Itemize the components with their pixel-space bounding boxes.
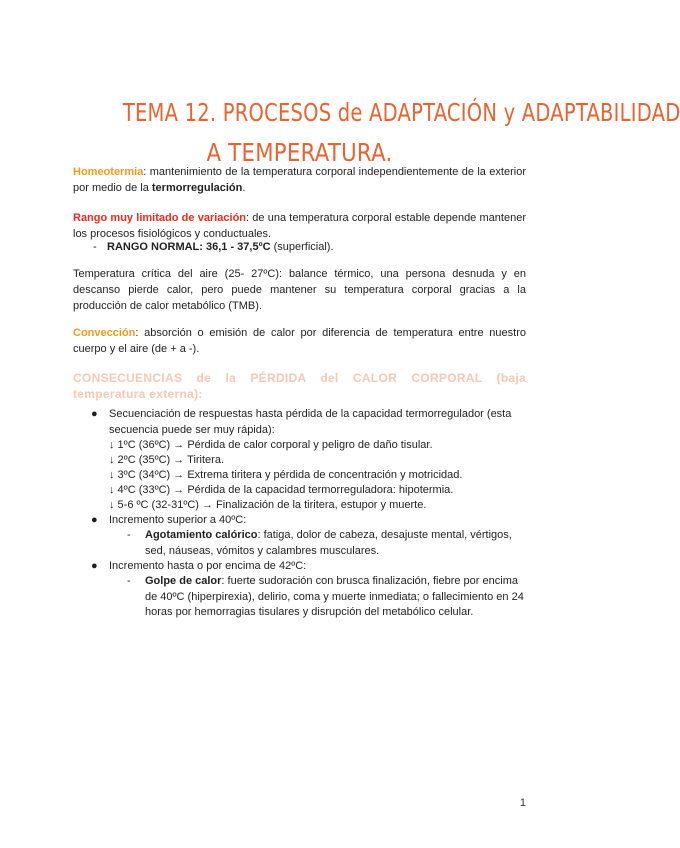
bullet-incremento-40-text: Incremento superior a 40ºC: [109,514,247,526]
step-1: ↓ 1ºC (36ºC) → Pérdida de calor corporal y peligro de daño tisular. [109,439,433,451]
rango-normal-rest: (superficial). [270,241,334,253]
homeotermia-term: Homeotermia [73,166,144,178]
bullet-incremento-42-text: Incremento hasta o por encima de 42ºC: [109,560,307,572]
rango-paragraph [73,210,526,242]
step-5: ↓ 5-6 ºC (32-31ºC) → Finalización de la tiritera, estupor y muerte. [109,499,427,511]
bullet-icon: ● [91,408,98,420]
agotamiento-item [127,528,527,559]
dash-marker: - [127,529,131,541]
bullet-icon: ● [91,514,98,526]
homeotermia-text: : mantenimiento de la temperatura corporal independientemente de la exterior por medio de la [73,166,526,194]
rango-normal-label: RANGO NORMAL: 36,1 - 37,5ºC [107,241,271,253]
bullet-icon: ● [91,560,98,572]
homeotermia-end: . [242,182,246,194]
golpe-calor-text: : fuerte sudoración con brusca finalización, fiebre por encima de 40ºC (hiperpirexia), delirio, coma y muerte inmediata; o fallecimiento en 24 horas por hemorragias tisulares y disrupción del metabólico celular. [145,575,524,618]
step-2: ↓ 2ºC (35ºC) → Tiritera. [109,454,225,466]
consecuencias-heading: CONSECUENCIAS de la PÉRDIDA del CALOR CORPORAL (baja temperatura externa): [73,371,526,401]
step-4: ↓ 4ºC (33ºC) → Pérdida de la capacidad termorreguladora: hipotermia. [109,484,454,496]
agotamiento-text-block [145,528,527,559]
page-number: 1 [519,797,526,809]
bullet-incremento-40 [91,513,523,529]
golpe-calor-term: Golpe de calor [145,575,222,587]
dash-marker: - [93,241,97,253]
agotamiento-text: : fatiga, dolor de cabeza, desajuste mental, vértigos, sed, náuseas, vómitos y calambres musculares. [145,529,512,557]
title-line-1: TEMA 12. PROCESOS de ADAPTACIÓN y ADAPTABILIDAD [122,97,680,127]
bullet-secuenciacion-text: Secuenciación de respuestas hasta pérdida de la capacidad termorregulador (esta secuencia puede ser muy rápida): [109,408,512,436]
homeotermia-paragraph [73,164,526,196]
conveccion-term: Convección [73,327,136,339]
page-title [73,93,680,173]
rango-normal-item [93,239,523,255]
temperatura-critica-paragraph: Temperatura crítica del aire (25- 27ºC): balance térmico, una persona desnuda y en descanso pierde calor, pero puede mantener su temperatura corporal gracias a la producción de calor metabólico (TMB). [73,268,526,312]
golpe-calor-text-block [145,574,527,621]
rango-term: Rango muy limitado de variación [73,212,247,224]
title-line-2: A TEMPERATURA. [206,137,393,167]
dash-marker: - [127,575,131,587]
step-3: ↓ 3ºC (34ºC) → Extrema tiritera y pérdida de concentración y motricidad. [109,469,463,481]
agotamiento-term: Agotamiento calórico [145,529,258,541]
bullet-secuenciacion [91,407,523,438]
conveccion-paragraph [73,325,526,357]
bullet-incremento-42 [91,559,523,575]
conveccion-text: : absorción o emisión de calor por diferencia de temperatura entre nuestro cuerpo y el aire (de + a -). [73,327,526,355]
golpe-calor-item [127,574,527,621]
termorregulacion-term: termorregulación [151,182,243,194]
rango-text: : de una temperatura corporal estable depende mantener los procesos fisiológicos y conductuales. [73,212,526,240]
